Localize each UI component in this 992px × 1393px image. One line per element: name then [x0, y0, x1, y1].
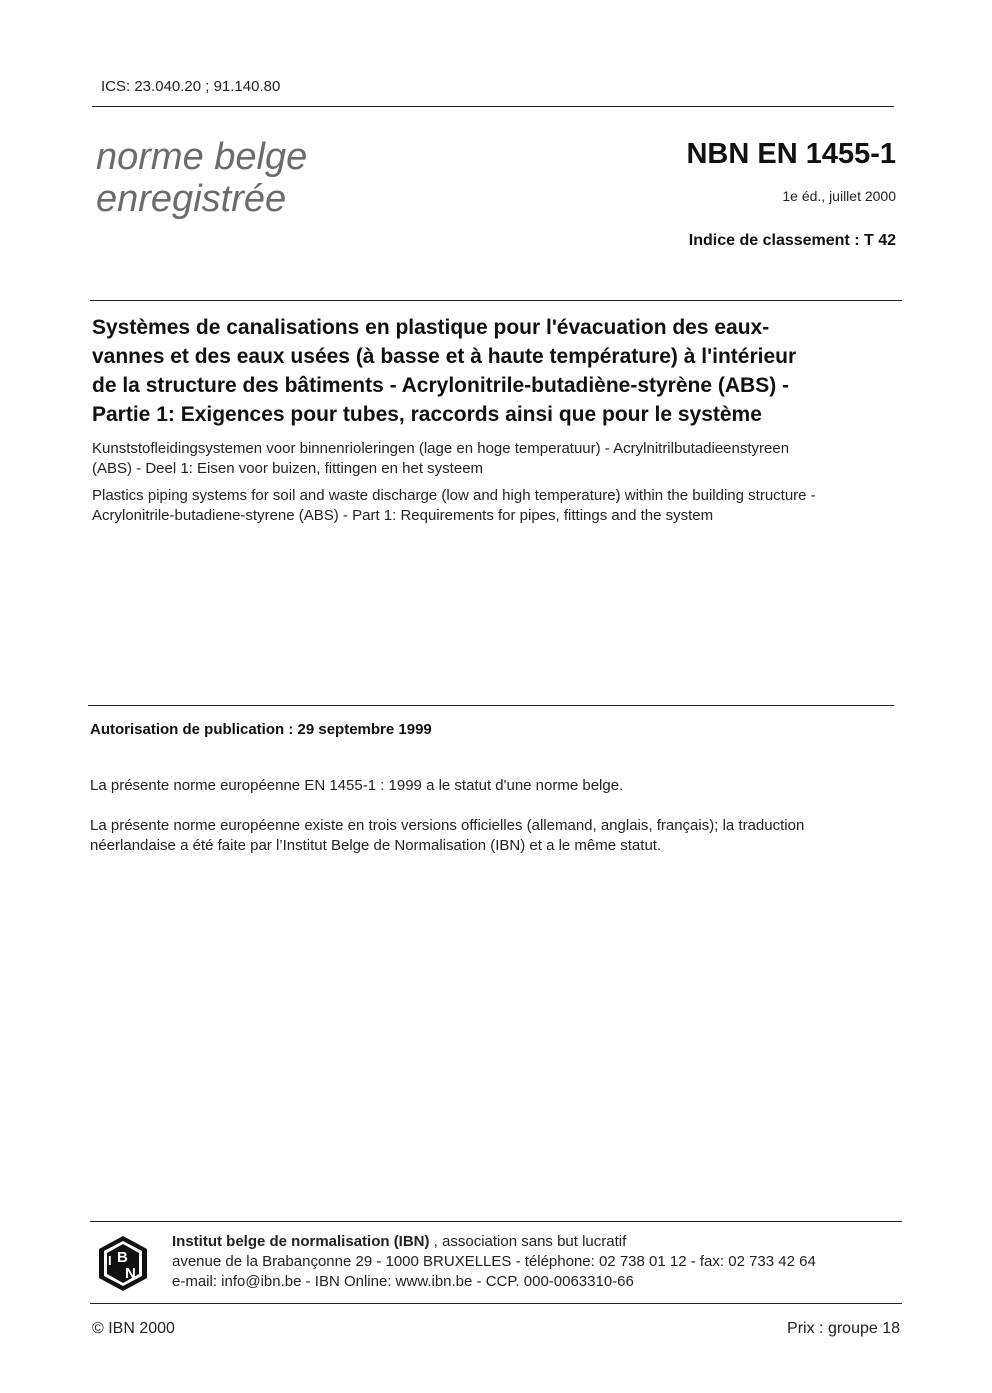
title-fr-line-1: Systèmes de canalisations en plastique pour l'évacuation des eaux-	[92, 316, 770, 339]
title-fr-line-2: vannes et des eaux usées (à basse et à haute température) à l'intérieur	[92, 345, 797, 368]
title-dutch	[92, 439, 902, 479]
title-nl-line-1: Kunststofleidingsystemen voor binnenrioleringen (lage en hoge temperatuur) - Acrylnitrilbutadieenstyreen	[92, 440, 790, 457]
org-suffix: , association sans but lucratif	[429, 1233, 627, 1250]
footer-divider	[90, 1221, 902, 1222]
logo-letter-n: N	[125, 1265, 136, 1282]
footer-address: avenue de la Brabançonne 29 - 1000 BRUXELLES - téléphone: 02 738 01 12 - fax: 02 733 42 64	[172, 1253, 816, 1270]
logo-letter-i: I	[108, 1253, 112, 1268]
title-nl-line-2: (ABS) - Deel 1: Eisen voor buizen, fittingen en het systeem	[92, 460, 484, 477]
copyright: © IBN 2000	[92, 1320, 175, 1337]
logo-letter-b: B	[117, 1249, 128, 1266]
footer-contact: e-mail: info@ibn.be - IBN Online: www.ibn.be - CCP. 000-0063310-66	[172, 1273, 634, 1290]
versions-line-1: La présente norme européenne existe en trois versions officielles (allemand, anglais, français); la traduction	[90, 817, 805, 834]
versions-paragraph	[90, 816, 900, 856]
title-fr-line-3: de la structure des bâtiments - Acrylonitrile-butadiène-styrène (ABS) -	[92, 374, 790, 397]
publication-divider	[88, 705, 894, 706]
title-english	[92, 486, 902, 526]
title-divider	[90, 300, 902, 301]
norme-belge-heading	[96, 136, 307, 220]
title-en-line-1: Plastics piping systems for soil and waste discharge (low and high temperature) within the building structure -	[92, 487, 816, 504]
footer-organization	[172, 1232, 626, 1252]
title-fr-line-4: Partie 1: Exigences pour tubes, raccords ainsi que pour le système	[92, 403, 762, 426]
versions-line-2: néerlandaise a été faite par l’Institut Belge de Normalisation (IBN) et a le même statut.	[90, 837, 662, 854]
org-name: Institut belge de normalisation (IBN)	[172, 1233, 430, 1250]
publication-authorization: Autorisation de publication : 29 septembre 1999	[90, 721, 432, 738]
title-french	[92, 313, 892, 429]
price-group: Prix : groupe 18	[787, 1320, 900, 1337]
norme-line-1: norme belge	[96, 136, 308, 178]
bottom-divider	[90, 1303, 902, 1304]
standard-number: NBN EN 1455-1	[686, 138, 896, 170]
status-paragraph: La présente norme européenne EN 1455-1 : 1999 a le statut d'une norme belge.	[90, 777, 624, 794]
ics-code: ICS: 23.040.20 ; 91.140.80	[101, 78, 281, 95]
classification-index: Indice de classement : T 42	[688, 232, 896, 249]
title-en-line-2: Acrylonitrile-butadiene-styrene (ABS) - Part 1: Requirements for pipes, fittings and the system	[92, 507, 714, 524]
top-divider	[92, 106, 894, 107]
edition-date: 1e éd., juillet 2000	[782, 188, 896, 204]
ibn-logo-icon	[97, 1234, 149, 1292]
norme-line-2: enregistrée	[96, 178, 287, 220]
